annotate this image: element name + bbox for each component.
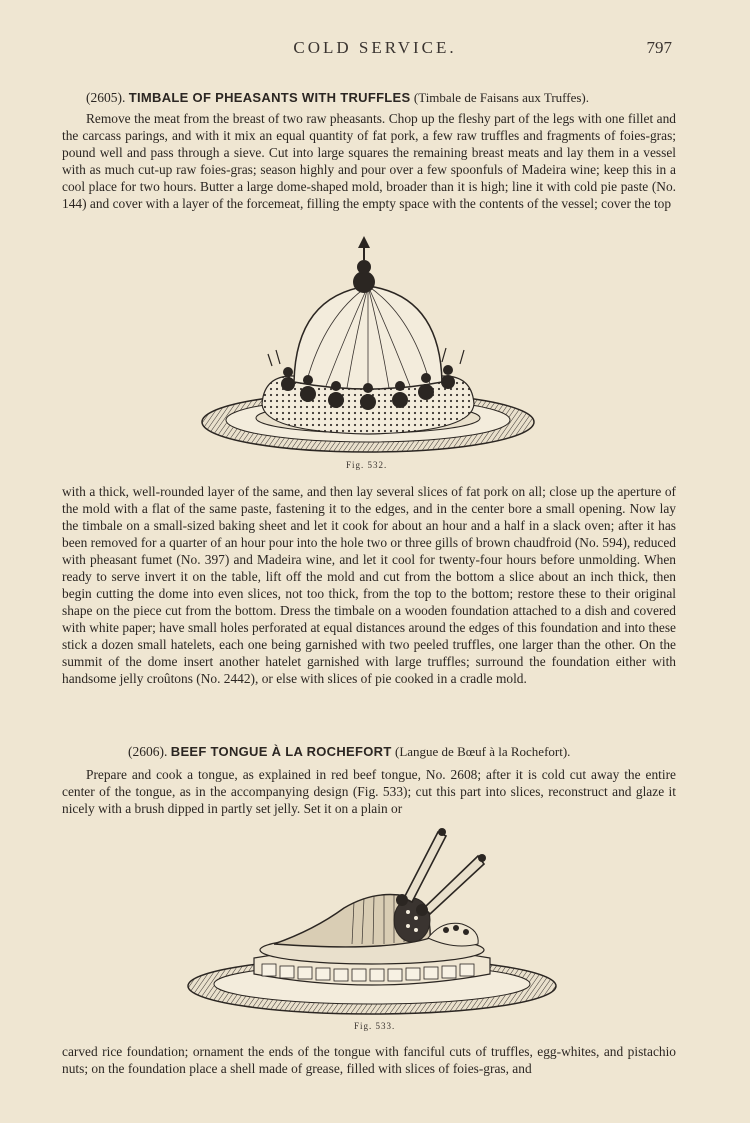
section-2606-paragraph-1: Prepare and cook a tongue, as explained in red beef tongue, No. 2608; after it is cold cut away the entire center of the tongue, as in the accompanying design (Fig. 533); cut this part into slices, reconstruct and glaze it nicely with a brush dipped in partly set jelly. Set it on a plain or — [62, 767, 676, 816]
section-number: (2605). — [86, 90, 126, 105]
section-number: (2606). — [128, 744, 168, 759]
figure-caption-533: Fig. 533. — [354, 1021, 396, 1031]
section-subtitle: (Timbale de Faisans aux Truffes). — [413, 90, 590, 105]
section-subtitle: (Langue de Bœuf à la Rochefort). — [394, 744, 571, 759]
section-title: TIMBALE OF PHEASANTS WITH TRUFFLES — [128, 90, 411, 105]
running-title: COLD SERVICE. — [293, 38, 457, 57]
running-head — [0, 38, 750, 62]
section-title: BEEF TONGUE À LA ROCHEFORT — [170, 744, 392, 759]
page-number: 797 — [646, 38, 672, 57]
section-2605-paragraph-1: Remove the meat from the breast of two raw pheasants. Chop up the fleshy part of the legs with one fillet and the carcass parings, and with it mix an equal quantity of fat pork, a few raw truffles and fragments of foies-gras; pound well and pass through a sieve. Cut into large squares the remaining breast meats and lay them in a vessel with as much cut-up raw foies-gras; season highly and pour over a few spoonfuls of Madeira wine; keep this in a cool place for two hours. Butter a large dome-shaped mold, broader than it is high; line it with cold pie paste (No. 144) and cover with a layer of the forcemeat, filling the empty space with the contents of the vessel; cover the top — [62, 111, 676, 211]
section-2605-paragraph-2: with a thick, well-rounded layer of the same, and then lay several slices of fat pork on all; close up the aperture of the mold with a flat of the same paste, fastening it to the edges, and in the center bore a small opening. Now lay the timbale on a small-sized baking sheet and let it cook for about an hour and a half in a slack oven; after it has been removed for a quarter of an hour pour into the hole two or three gills of brown chaudfroid (No. 594), reduced with pheasant fumet (No. 397) and Madeira wine, and let it cool for twenty-four hours before unmolding. When ready to serve invert it on the table, lift off the mold and cut from the bottom a slice about an inch thick, then begin cutting the dome into even slices, not too thick, from the top to the bottom; restore these to their original shape on the piece cut from the bottom. Dress the timbale on a wooden foundation attached to a dish and covered with white paper; have small holes perforated at equal distances around the edges of this foundation and into these stick a dozen small hatelets, each one being garnished with two peeled truffles, one larger than the other. On the summit of the dome insert another hatelet garnished with large truffles; surround the foundation either with handsome jelly croûtons (No. 2442), or else with slices of pie cooked in a cradle mold. — [62, 484, 676, 686]
figure-caption-532: Fig. 532. — [346, 460, 388, 470]
beef-tongue-illustration — [184, 826, 564, 1018]
section-heading-2606 — [128, 744, 570, 760]
section-heading-2605 — [86, 90, 589, 106]
timbale-illustration — [196, 236, 542, 458]
section-2606-paragraph-2: carved rice foundation; ornament the ends of the tongue with fanciful cuts of truffles, egg-whites, and pistachio nuts; on the foundation place a shell made of grease, filled with slices of foies-gras, and — [62, 1044, 676, 1076]
